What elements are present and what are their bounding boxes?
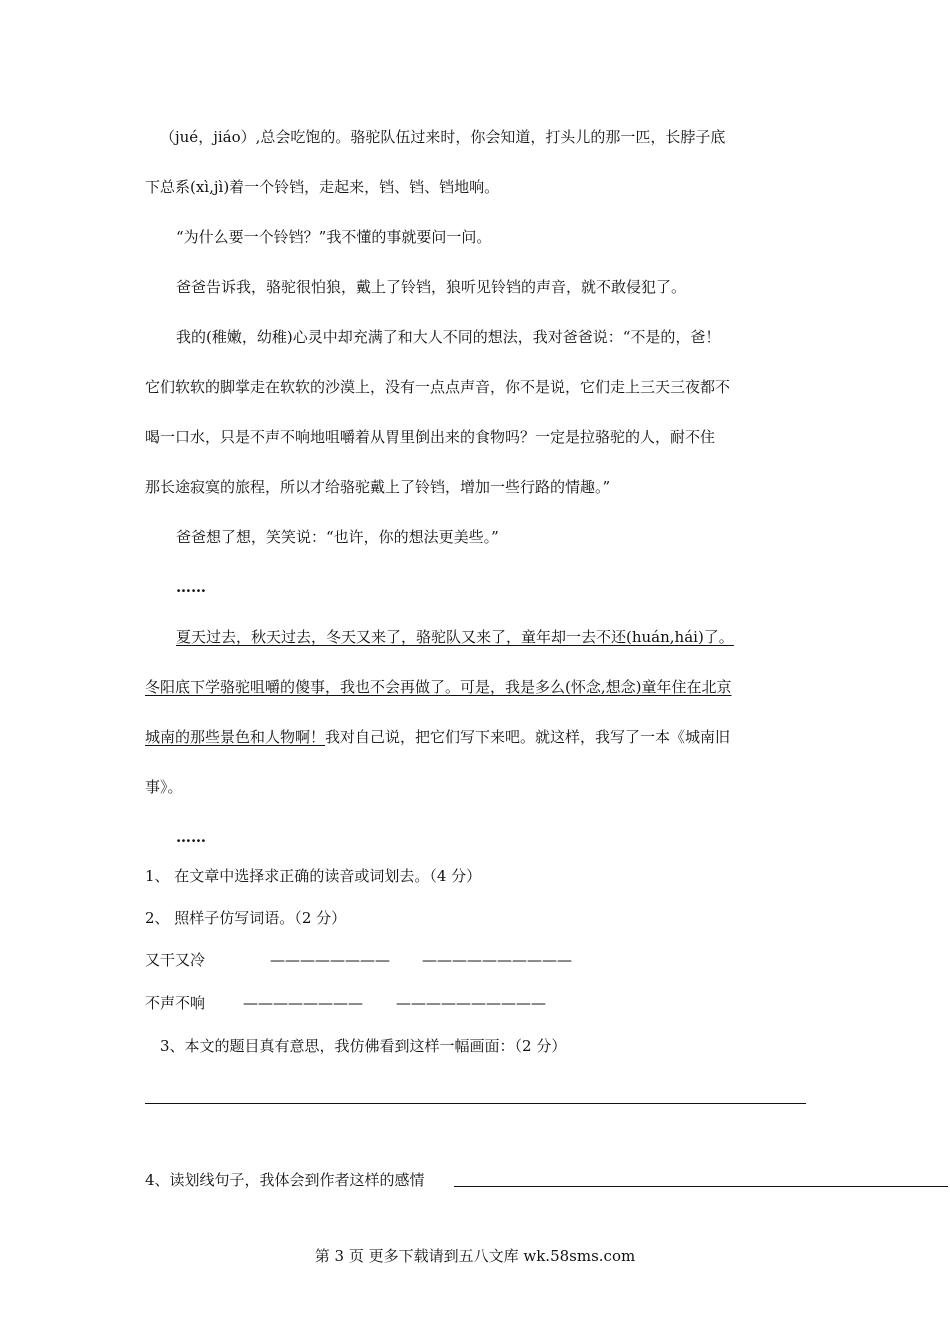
underlined-sentence-end: 城南的那些景色和人物啊！ (145, 728, 326, 746)
ellipsis: …… (176, 828, 206, 846)
ellipsis: …… (176, 578, 206, 596)
passage-line: 喝一口水，只是不声不响地咀嚼着从胃里倒出来的食物吗？一定是拉骆驼的人，耐不住 (145, 428, 716, 446)
passage-line: 那长途寂寞的旅程，所以才给骆驼戴上了铃铛，增加一些行路的情趣。” (145, 478, 611, 496)
answer-line[interactable] (454, 1186, 948, 1187)
passage-line: 下总系(xì,jì)着一个铃铛，走起来，铛、铛、铛地响。 (145, 178, 500, 196)
answer-blank[interactable]: ———————— (270, 951, 390, 969)
underlined-sentence-line: 夏天过去，秋天过去，冬天又来了，骆驼队又来了，童年却一去不还(huán,hái)了。 (176, 628, 734, 646)
page-footer: 第 3 页 更多下载请到五八文库 wk.58sms.com (314, 1247, 636, 1265)
question-3: 3、本文的题目真有意思，我仿佛看到这样一幅画面：（2 分） (160, 1037, 567, 1055)
passage-line: 我的(稚嫩，幼稚)心灵中却充满了和大人不同的想法，我对爸爸说：“不是的，爸！ (176, 328, 721, 346)
answer-blank[interactable]: ———————— (243, 994, 363, 1012)
question-1: 1、 在文章中选择求正确的读音或词划去。（4 分） (145, 867, 482, 885)
passage-line: 事》。 (145, 778, 183, 796)
passage-line: 它们软软的脚掌走在软软的沙漠上，没有一点点声音，你不是说，它们走上三天三夜都不 (145, 378, 731, 396)
passage-text: 我对自己说，把它们写下来吧。就这样，我写了一本《城南旧 (325, 728, 731, 746)
answer-line[interactable] (145, 1103, 806, 1104)
answer-blank[interactable]: —————————— (396, 994, 546, 1012)
answer-blank[interactable]: —————————— (422, 951, 572, 969)
passage-line: （jué，jiáo）,总会吃饱的。骆驼队伍过来时，你会知道，打头儿的那一匹，长脖子底 (160, 128, 726, 146)
example-word: 又干又冷 (145, 951, 206, 969)
passage-paragraph: 爸爸告诉我，骆驼很怕狼，戴上了铃铛，狼听见铃铛的声音，就不敢侵犯了。 (176, 278, 687, 296)
passage-paragraph: 爸爸想了想，笑笑说：“也许，你的想法更美些。” (176, 528, 499, 546)
question-2: 2、 照样子仿写词语。（2 分） (145, 909, 347, 927)
passage-paragraph: “为什么要一个铃铛？”我不懂的事就要问一问。 (176, 228, 492, 246)
question-4: 4、读划线句子，我体会到作者这样的感情 (145, 1171, 425, 1189)
passage-line (145, 727, 730, 747)
underlined-sentence-line: 冬阳底下学骆驼咀嚼的傻事，我也不会再做了。可是，我是多么(怀念,想念)童年住在北京 (145, 678, 732, 696)
example-word: 不声不响 (145, 994, 206, 1012)
